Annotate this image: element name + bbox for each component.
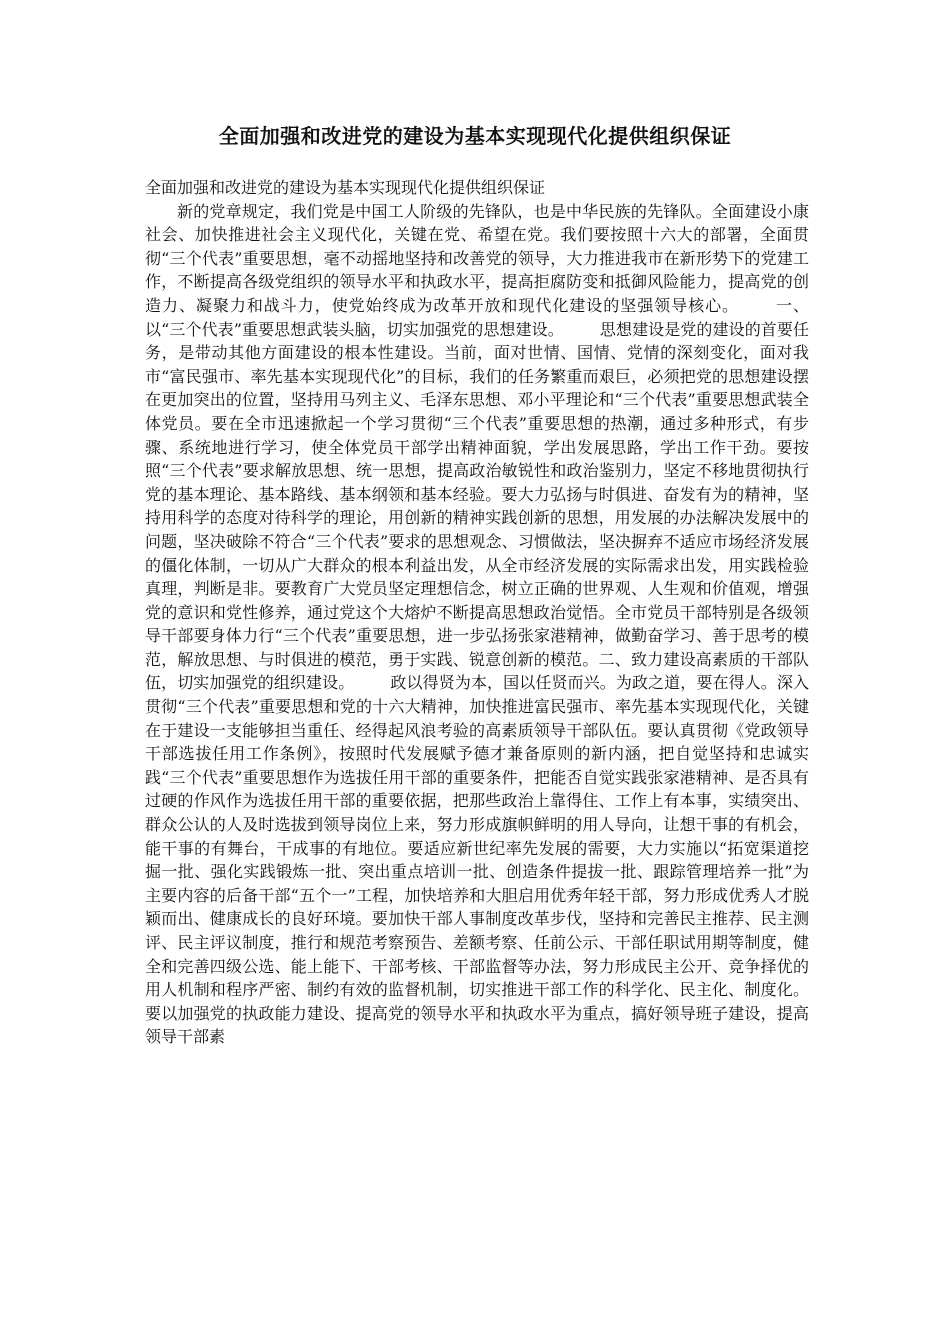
section-1-text: 思想建设是党的建设的首要任务，是带动其他方面建设的根本性建设。当前，面对世情、国情、党情的深刻变化，面对我市“富民强市、率先基本实现现代化”的目标，我们的任务繁重而艰巨，必须把党的思想建设摆在更加突出的位置，坚持用马列主义、毛泽东思想、邓小平理论和“三个代表”重要思想武装全体党员。要在全市迅速掀起一个学习贯彻“三个代表”重要思想的热潮，通过多种形式，有步骤、系统地进行学习，使全体党员干部学出精神面貌，学出发展思路，学出工作干劲。要按照“三个代表”要求解放思想、统一思想，提高政治敏锐性和政治鉴别力，坚定不移地贯彻执行党的基本理论、基本路线、基本纲领和基本经验。要大力弘扬与时俱进、奋发有为的精神，坚持用科学的态度对待科学的理论，用创新的精神实践创新的思想，用发展的办法解决发展中的问题，坚决破除不符合“三个代表”要求的思想观念、习惯做法，坚决摒弃不适应市场经济发展的僵化体制，一切从广大群众的根本利益出发，从全市经济发展的实际需求出发，用实践检验真理，判断是非。要教育广大党员坚定理想信念，树立正确的世界观、人生观和价值观，增强党的意识和党性修养，通过党这个大熔炉不断提高思想政治觉悟。全市党员干部特别是各级领导干部要身体力行“三个代表”重要思想，进一步弘扬张家港精神，做勤奋学习、善于思考的模范，解放思想、与时俱进的模范，勇于实践、锐意创新的模范。 <box>145 319 809 669</box>
document-title: 全面加强和改进党的建设为基本实现现代化提供组织保证 <box>218 124 732 148</box>
document-subtitle: 全面加强和改进党的建设为基本实现现代化提供组织保证 <box>145 178 546 197</box>
intro-text: 新的党章规定，我们党是中国工人阶级的先锋队，也是中华民族的先锋队。全面建设小康社会、加快推进社会主义现代化，关键在党、希望在党。我们要按照十六大的部署，全面贯彻“三个代表”重要思想，毫不动摇地坚持和改善党的领导，大力推进我市在新形势下的党建工作，不断提高各级党组织的领导水平和执政水平，提高拒腐防变和抵御风险能力，提高党的创造力、凝聚力和战斗力，使党始终成为改革开放和现代化建设的坚强领导核心。 <box>145 201 809 315</box>
section-1-heading: 一、以“三个代表”重要思想武装头脑，切实加强党的思想建设。 <box>145 295 809 339</box>
section-2-text: 政以得贤为本，国以任贤而兴。为政之道，要在得人。深入贯彻“三个代表”重要思想和党的十六大精神，加快推进富民强市、率先基本实现现代化，关键在于建设一支能够担当重任、经得起风浪考验的高素质领导干部队伍。要认真贯彻《党政领导干部选拔任用工作条例》，按照时代发展赋予德才兼备原则的新内涵，把自觉坚持和忠诚实践“三个代表”重要思想作为选拔任用干部的重要条件，把能否自觉实践张家港精神、是否具有过硬的作风作为选拔任用干部的重要依据，把那些政治上靠得住、工作上有本事，实绩突出、群众公认的人及时选拔到领导岗位上来，努力形成旗帜鲜明的用人导向，让想干事的有机会，能干事的有舞台，干成事的有地位。要适应新世纪率先发展的需要，大力实施以“拓宽渠道挖掘一批、强化实践锻炼一批、突出重点培训一批、创造条件提拔一批、跟踪管理培养一批”为主要内容的后备干部“五个一”工程，加快培养和大胆启用优秀年轻干部，努力形成优秀人才脱颖而出、健康成长的良好环境。要加快干部人事制度改革步伐，坚持和完善民主推荐、民主测评、民主评议制度，推行和规范考察预告、差额考察、任前公示、干部任职试用期等制度，健全和完善四级公选、能上能下、干部考核、干部监督等办法，努力形成民主公开、竞争择优的用人机制和程序严密、制约有效的监督机制，切实推进干部工作的科学化、民主化、制度化。要以加强党的执政能力建设、提高党的领导水平和执政水平为重点，搞好领导班子建设，提高领导干部素 <box>145 673 809 1047</box>
document-body <box>145 176 809 1049</box>
body-paragraph <box>145 200 809 1049</box>
section-2-heading: 二、致力建设高素质的干部队伍，切实加强党的组织建设。 <box>145 649 809 693</box>
